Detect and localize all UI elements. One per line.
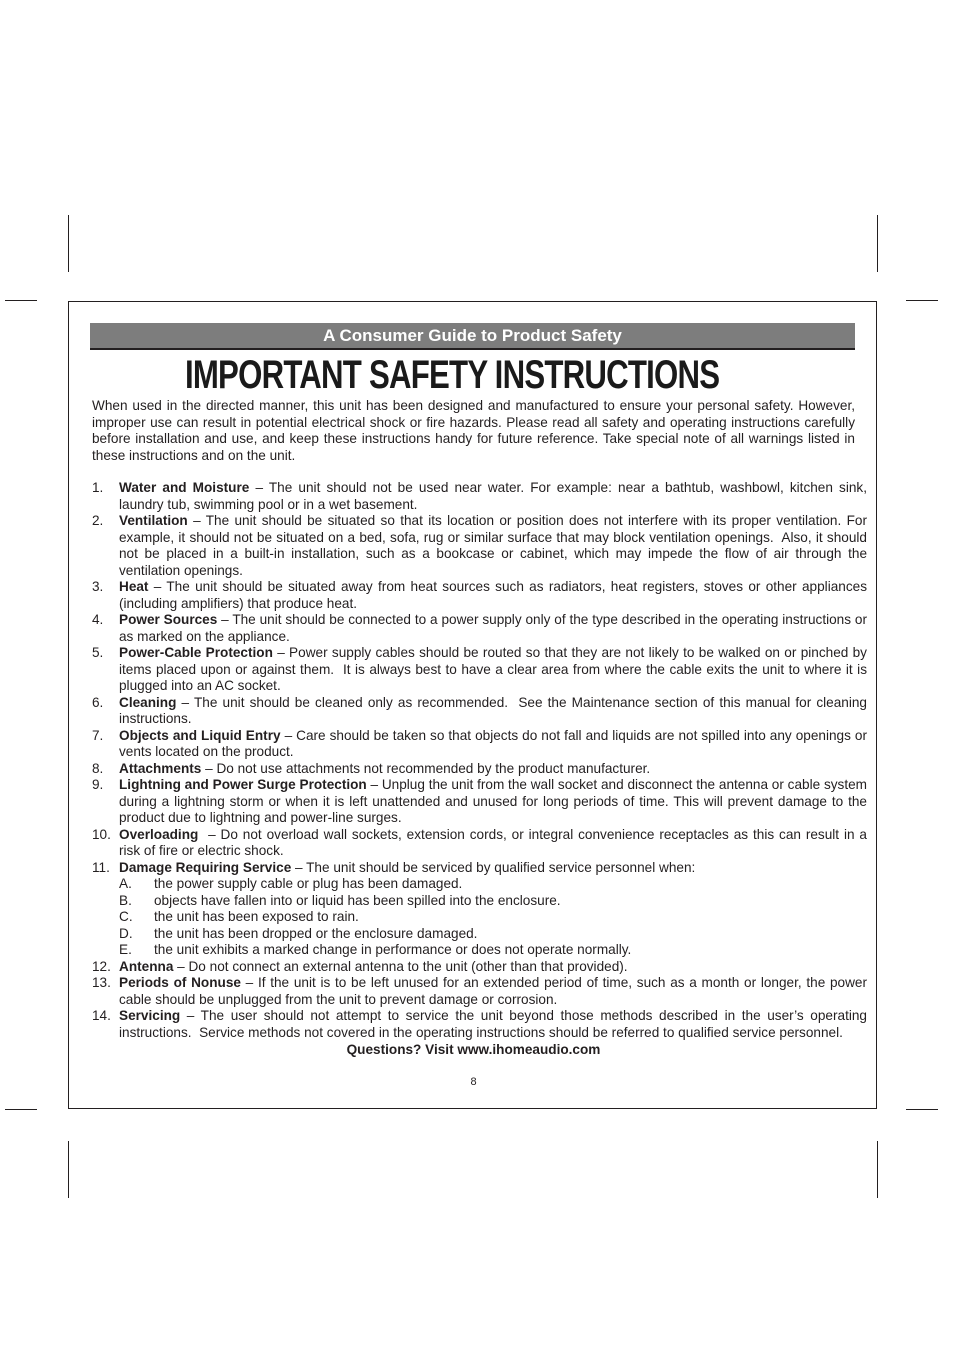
item-title: Cleaning: [119, 694, 177, 710]
safety-item: [92, 761, 867, 778]
service-condition: [92, 893, 867, 910]
safety-item: [92, 513, 871, 579]
item-title: Overloading: [119, 826, 199, 842]
safety-item: [92, 694, 871, 728]
item-title: Power-Cable Protection: [119, 645, 273, 660]
item-text: – Do not overload wall sockets, extension cords, or integral convenience receptacles as this can result in a risk of fire or electric shock.: [119, 826, 871, 858]
item-number: 1.: [92, 480, 104, 495]
item-number: 3.: [92, 579, 104, 594]
item-number: 9.: [92, 777, 104, 792]
crop-mark: [5, 1109, 37, 1110]
item-text: – The unit should be cleaned only as recommended. See the Maintenance section of this manual for cleaning instructions.: [119, 694, 871, 726]
section-heading-band: A Consumer Guide to Product Safety: [90, 323, 855, 350]
crop-mark: [5, 300, 37, 301]
safety-item: [92, 860, 867, 959]
item-text: – Unplug the unit from the wall socket and disconnect the antenna or cable system during a lightning storm or when it is left unattended and unused for long periods of time. This will prevent damage to the product due to lightning and power-line surges.: [119, 777, 871, 825]
service-condition: [92, 942, 867, 959]
condition-letter: C.: [119, 909, 133, 924]
crop-mark: [877, 1141, 878, 1198]
safety-item: [92, 579, 871, 612]
item-text: – Care should be taken so that objects do not fall and liquids are not spilled into any openings or vents located on the product.: [119, 727, 871, 759]
item-title: Water and Moisture: [119, 480, 250, 495]
item-title: Periods of Nonuse: [119, 975, 241, 990]
item-number: 7.: [92, 727, 104, 743]
item-text: – The unit should be serviced by qualified service personnel when:: [291, 859, 696, 875]
item-text: – Do not use attachments not recommended by the product manufacturer.: [201, 760, 651, 776]
crop-mark: [68, 215, 69, 272]
item-number: 5.: [92, 645, 104, 660]
safety-item: [92, 959, 867, 976]
item-number: 11.: [92, 859, 110, 875]
service-condition: [92, 876, 867, 893]
page-title: IMPORTANT SAFETY INSTRUCTIONS: [184, 353, 720, 397]
item-text: – Do not connect an external antenna to the unit (other than that provided).: [173, 958, 628, 974]
condition-text: objects have fallen into or liquid has been spilled into the enclosure.: [154, 892, 561, 908]
condition-letter: B.: [119, 892, 132, 908]
item-text: – The unit should be situated away from heat sources such as radiators, heat registers, stoves or other appliances (including amplifiers) that produce heat.: [119, 579, 871, 611]
crop-mark: [906, 1109, 938, 1110]
item-number: 12.: [92, 958, 111, 974]
page-number: 8: [470, 1076, 477, 1088]
item-text: – The user should not attempt to service the unit beyond those methods described in the user’s operating instructions. Service methods not covered in the operating instructions should be referred to qualified service personnel.: [119, 1008, 871, 1040]
safety-item: [92, 777, 871, 827]
safety-instructions-list: [92, 480, 871, 1041]
service-condition: [92, 909, 867, 926]
item-title: Servicing: [119, 1008, 181, 1023]
crop-mark: [877, 215, 878, 272]
service-condition: [92, 926, 867, 943]
condition-letter: E.: [119, 942, 132, 957]
item-number: 14.: [92, 1008, 111, 1023]
safety-item: [92, 975, 871, 1008]
footer-questions: Questions? Visit www.ihomeaudio.com: [346, 1042, 601, 1057]
crop-mark: [906, 300, 938, 301]
safety-item: [92, 480, 871, 513]
intro-paragraph: When used in the directed manner, this unit has been designed and manufactured to ensure your personal safety. However, improper use can result in potential electrical shock or fire hazards. Please read all safety and operating instructions carefully before installation and use, and keep these instructions handy for future reference. Take special note of all warnings listed in these instructions and on the unit.: [92, 398, 855, 463]
crop-mark: [68, 1141, 69, 1198]
item-number: 2.: [92, 513, 104, 528]
condition-text: the unit has been dropped or the enclosure damaged.: [154, 925, 478, 941]
item-text: – If the unit is to be left unused for an extended period of time, such as a month or longer, the power cable should be unplugged from the unit to prevent damage or corrosion.: [119, 975, 871, 1007]
condition-text: the unit exhibits a marked change in performance or does not operate normally.: [154, 942, 632, 957]
condition-text: the power supply cable or plug has been damaged.: [154, 876, 463, 891]
item-number: 10.: [92, 826, 111, 842]
item-title: Objects and Liquid Entry: [119, 727, 281, 743]
item-number: 6.: [92, 694, 104, 710]
item-text: – Power supply cables should be routed so that they are not likely to be walked on or pinched by items placed upon or against them. It is always best to have a clear area from where the cable exits the unit to where it is plugged into an AC socket.: [119, 645, 871, 693]
safety-item: [92, 645, 871, 695]
item-title: Damage Requiring Service: [119, 859, 292, 875]
item-title: Lightning and Power Surge Protection: [119, 777, 367, 792]
item-title: Power Sources: [119, 612, 218, 627]
item-text: – The unit should be situated so that its location or position does not interfere with its proper ventilation. For example, it should not be situated on a bed, sofa, rug or similar surface that may block ventilation openings. Also, it should not be placed in a built-in installation, such as a bookcase or cabinet, which may impede the flow of air through the ventilation openings.: [119, 513, 871, 578]
item-text: – The unit should not be used near water. For example: near a bathtub, washbowl, kitchen sink, laundry tub, swimming pool or in a wet basement.: [119, 480, 871, 512]
item-number: 4.: [92, 612, 104, 627]
condition-letter: A.: [119, 876, 132, 891]
item-number: 8.: [92, 760, 104, 776]
safety-item: [92, 612, 871, 645]
item-text: – The unit should be connected to a power supply only of the type described in the operating instructions or as marked on the appliance.: [119, 612, 871, 644]
safety-item: [92, 1008, 871, 1041]
item-number: 13.: [92, 975, 111, 990]
safety-item: [92, 727, 871, 761]
condition-text: the unit has been exposed to rain.: [154, 909, 359, 924]
item-title: Attachments: [119, 760, 202, 776]
service-conditions-list: [92, 876, 867, 959]
item-title: Antenna: [119, 958, 174, 974]
condition-letter: D.: [119, 925, 133, 941]
safety-item: [92, 826, 871, 860]
item-title: Heat: [119, 579, 149, 594]
item-title: Ventilation: [119, 513, 188, 528]
